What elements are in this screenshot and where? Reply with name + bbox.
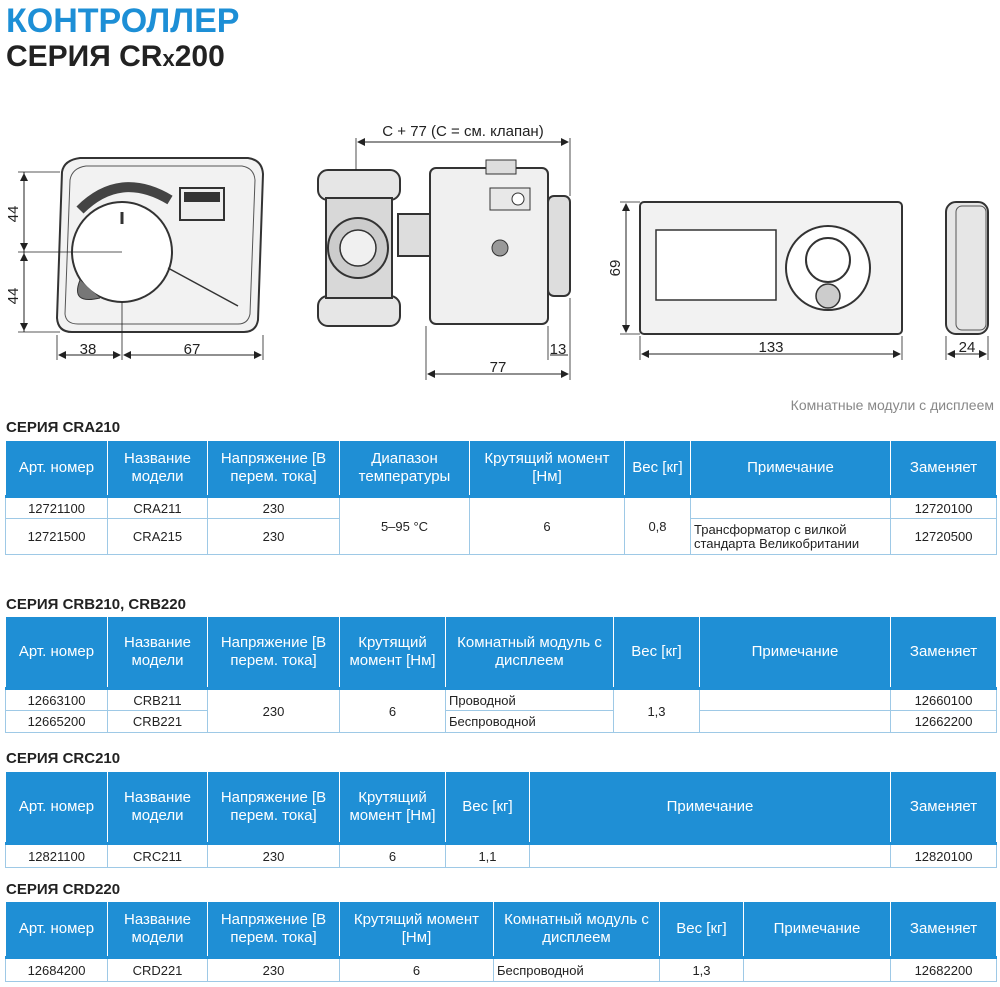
col-model: Название модели bbox=[108, 441, 208, 497]
cell-art: 12821100 bbox=[6, 844, 108, 868]
cell-art: 12665200 bbox=[6, 711, 108, 733]
col-model: Название модели bbox=[108, 902, 208, 958]
room-dim-h: 69 bbox=[607, 259, 624, 277]
col-note: Примечание bbox=[530, 772, 891, 844]
cell-replaces: 12660100 bbox=[891, 689, 997, 711]
table-crb bbox=[5, 616, 997, 733]
cell-weight: 1,3 bbox=[614, 689, 700, 733]
cell-torque: 6 bbox=[340, 689, 446, 733]
col-torque: Крутящий момент [Нм] bbox=[340, 902, 494, 958]
cell-weight: 1,1 bbox=[446, 844, 530, 868]
col-art: Арт. номер bbox=[6, 441, 108, 497]
table-row bbox=[6, 497, 997, 519]
col-voltage: Напряжение [В перем. тока] bbox=[208, 902, 340, 958]
cell-torque: 6 bbox=[340, 958, 494, 982]
table-row bbox=[6, 844, 997, 868]
room-module-front bbox=[607, 202, 902, 360]
col-torque: Крутящий момент [Нм] bbox=[340, 772, 446, 844]
drawing-caption: Комнатные модули с дисплеем bbox=[790, 397, 994, 413]
cell-weight: 0,8 bbox=[625, 497, 691, 555]
cell-art: 12721500 bbox=[6, 519, 108, 555]
cell-replaces: 12720100 bbox=[891, 497, 997, 519]
table-cra bbox=[5, 440, 997, 555]
cell-weight: 1,3 bbox=[660, 958, 744, 982]
table-header-row bbox=[6, 441, 997, 497]
series-title-crb: СЕРИЯ CRB210, CRB220 bbox=[6, 596, 186, 613]
cell-model: CRD221 bbox=[108, 958, 208, 982]
series-title-crc: СЕРИЯ CRC210 bbox=[6, 750, 121, 767]
col-room-module: Комнатный модуль с дисплеем bbox=[446, 617, 614, 689]
col-voltage: Напряжение [В перем. тока] bbox=[208, 772, 340, 844]
side-view bbox=[318, 123, 570, 380]
front-dim-w1: 38 bbox=[79, 341, 97, 358]
cell-range: 5–95 °C bbox=[340, 497, 470, 555]
series-title-cra: СЕРИЯ CRA210 bbox=[6, 419, 121, 436]
cell-note bbox=[700, 689, 891, 711]
cell-model: CRA215 bbox=[108, 519, 208, 555]
dimension-drawing bbox=[0, 110, 1000, 390]
cell-torque: 6 bbox=[470, 497, 625, 555]
table-row bbox=[6, 689, 997, 711]
cell-voltage: 230 bbox=[208, 958, 340, 982]
table-crd bbox=[5, 901, 997, 982]
col-room-module: Комнатный модуль с дисплеем bbox=[494, 902, 660, 958]
room-dim-w2: 24 bbox=[958, 339, 976, 356]
cell-art: 12663100 bbox=[6, 689, 108, 711]
col-range: Диапазон температуры bbox=[340, 441, 470, 497]
col-replaces: Заменяет bbox=[891, 772, 997, 844]
side-dim-top: C + 77 (C = см. клапан) bbox=[382, 123, 544, 140]
page-title: КОНТРОЛЛЕР bbox=[6, 2, 240, 40]
cell-voltage: 230 bbox=[208, 519, 340, 555]
col-voltage: Напряжение [В перем. тока] bbox=[208, 441, 340, 497]
table-header-row bbox=[6, 772, 997, 844]
col-replaces: Заменяет bbox=[891, 441, 997, 497]
col-note: Примечание bbox=[700, 617, 891, 689]
series-title-crd: СЕРИЯ CRD220 bbox=[6, 881, 121, 898]
cell-note bbox=[691, 497, 891, 519]
cell-note: Трансформатор с вилкой стандарта Великобритании bbox=[691, 519, 891, 555]
col-art: Арт. номер bbox=[6, 617, 108, 689]
cell-room-module: Беспроводной bbox=[494, 958, 660, 982]
cell-replaces: 12720500 bbox=[891, 519, 997, 555]
col-torque: Крутящий момент [Нм] bbox=[340, 617, 446, 689]
cell-note bbox=[530, 844, 891, 868]
col-replaces: Заменяет bbox=[891, 617, 997, 689]
room-dim-w1: 133 bbox=[758, 339, 784, 356]
col-art: Арт. номер bbox=[6, 772, 108, 844]
table-row bbox=[6, 711, 997, 733]
table-header-row bbox=[6, 617, 997, 689]
cell-voltage: 230 bbox=[208, 497, 340, 519]
subtitle-main: СЕРИЯ CR bbox=[6, 40, 163, 73]
cell-model: CRA211 bbox=[108, 497, 208, 519]
cell-model: CRC211 bbox=[108, 844, 208, 868]
front-view bbox=[5, 158, 263, 360]
cell-replaces: 12820100 bbox=[891, 844, 997, 868]
cell-replaces: 12682200 bbox=[891, 958, 997, 982]
cell-model: CRB221 bbox=[108, 711, 208, 733]
col-note: Примечание bbox=[744, 902, 891, 958]
page-subtitle bbox=[6, 40, 225, 74]
table-row bbox=[6, 958, 997, 982]
cell-room-module: Проводной bbox=[446, 689, 614, 711]
col-weight: Вес [кг] bbox=[614, 617, 700, 689]
col-model: Название модели bbox=[108, 772, 208, 844]
cell-voltage: 230 bbox=[208, 689, 340, 733]
side-dim-w2: 13 bbox=[549, 341, 567, 358]
cell-replaces: 12662200 bbox=[891, 711, 997, 733]
side-dim-w1: 77 bbox=[489, 359, 507, 376]
col-model: Название модели bbox=[108, 617, 208, 689]
cell-room-module: Беспроводной bbox=[446, 711, 614, 733]
col-art: Арт. номер bbox=[6, 902, 108, 958]
cell-torque: 6 bbox=[340, 844, 446, 868]
table-crc bbox=[5, 771, 997, 868]
col-replaces: Заменяет bbox=[891, 902, 997, 958]
col-weight: Вес [кг] bbox=[625, 441, 691, 497]
subtitle-num: 200 bbox=[174, 40, 225, 73]
cell-note bbox=[700, 711, 891, 733]
front-dim-w2: 67 bbox=[183, 341, 201, 358]
subtitle-x: x bbox=[162, 46, 175, 71]
table-header-row bbox=[6, 902, 997, 958]
cell-art: 12684200 bbox=[6, 958, 108, 982]
col-weight: Вес [кг] bbox=[446, 772, 530, 844]
col-torque: Крутящий момент [Нм] bbox=[470, 441, 625, 497]
front-dim-h1: 44 bbox=[5, 205, 22, 223]
cell-art: 12721100 bbox=[6, 497, 108, 519]
col-note: Примечание bbox=[691, 441, 891, 497]
cell-note bbox=[744, 958, 891, 982]
cell-voltage: 230 bbox=[208, 844, 340, 868]
col-weight: Вес [кг] bbox=[660, 902, 744, 958]
cell-model: CRB211 bbox=[108, 689, 208, 711]
front-dim-h2: 44 bbox=[5, 287, 22, 305]
col-voltage: Напряжение [В перем. тока] bbox=[208, 617, 340, 689]
room-module-side bbox=[946, 202, 988, 360]
